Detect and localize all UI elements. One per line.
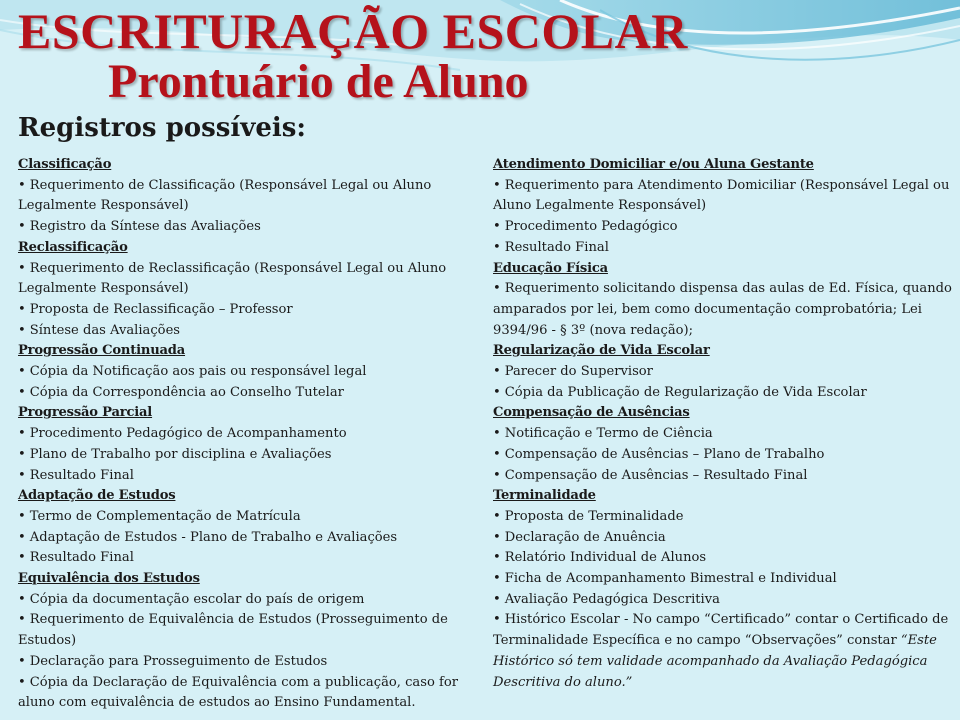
list-item: • Requerimento solicitando dispensa das aulas de Ed. Física, quando amparados por lei, bem como documentação comprobatória; Lei 9394/96 - § 3º (nova redação); [493, 281, 952, 338]
list-item: • Procedimento Pedagógico de Acompanhamento [18, 426, 347, 442]
list-item: • Cópia da documentação escolar do país de origem [18, 591, 365, 607]
bullet-icon: • [493, 508, 501, 524]
bullet-icon: • [493, 591, 501, 607]
section-title: Atendimento Domiciliar e/ou Aluna Gestante [493, 157, 814, 172]
left-column [18, 155, 488, 714]
bullet-icon: • [493, 467, 501, 483]
list-item: • Declaração para Prosseguimento de Estudos [18, 653, 328, 669]
section-title: Reclassificação [18, 239, 128, 255]
bullet-icon: • [18, 550, 26, 566]
list-item: • Termo de Complementação de Matrícula [18, 508, 301, 524]
bullet-icon: • [18, 529, 26, 545]
historico-italic-text: “Este Histórico só tem validade acompanhado da Avaliação Pedagógica Descritiva do aluno.” [493, 633, 937, 690]
bullet-icon: • [18, 612, 26, 628]
bullet-icon: • [18, 467, 26, 483]
list-item: • Ficha de Acompanhamento Bimestral e Individual [493, 571, 837, 587]
bullet-icon: • [493, 550, 501, 566]
section-title: Adaptação de Estudos [18, 488, 176, 504]
section-heading: Registros possíveis: [18, 113, 307, 143]
bullet-icon: • [18, 446, 26, 462]
list-item: • Requerimento de Equivalência de Estudos (Prosseguimento de Estudos) [18, 612, 448, 649]
list-item: • Proposta de Terminalidade [493, 508, 684, 524]
bullet-icon: • [493, 384, 501, 400]
bullet-icon: • [18, 301, 26, 317]
list-item: • Resultado Final [493, 239, 609, 255]
bullet-icon: • [18, 674, 26, 690]
section-title: Equivalência dos Estudos [18, 571, 200, 587]
section-title: Classificação [18, 157, 112, 172]
bullet-icon: • [18, 508, 26, 524]
list-item: • Requerimento de Classificação (Responsável Legal ou Aluno Legalmente Responsável) [18, 177, 432, 214]
bullet-icon: • [493, 177, 501, 193]
list-item: • Plano de Trabalho por disciplina e Avaliações [18, 446, 332, 462]
bullet-icon: • [18, 591, 26, 607]
list-item-historico [493, 610, 955, 693]
list-item: • Avaliação Pedagógica Descritiva [493, 591, 720, 607]
slide-title: ESCRITURAÇÃO ESCOLAR [18, 3, 688, 59]
bullet-icon: • [18, 219, 26, 235]
list-item: • Cópia da Publicação de Regularização de Vida Escolar [493, 384, 867, 400]
bullet-icon: • [493, 281, 501, 297]
list-item: • Parecer do Supervisor [493, 364, 653, 380]
list-item: • Cópia da Correspondência ao Conselho Tutelar [18, 384, 344, 400]
list-item: • Compensação de Ausências – Plano de Trabalho [493, 446, 825, 462]
bullet-icon: • [18, 653, 26, 669]
list-item: • Declaração de Anuência [493, 529, 666, 545]
list-item: • Cópia da Notificação aos pais ou responsável legal [18, 364, 367, 380]
right-column [493, 155, 955, 693]
bullet-icon: • [493, 239, 501, 255]
bullet-icon: • [493, 612, 501, 628]
section-title: Compensação de Ausências [493, 405, 690, 421]
list-item: • Compensação de Ausências – Resultado Final [493, 467, 808, 483]
section-title: Progressão Continuada [18, 343, 186, 359]
bullet-icon: • [18, 322, 26, 338]
slide-subtitle: Prontuário de Aluno [108, 55, 529, 108]
list-item: • Registro da Síntese das Avaliações [18, 219, 261, 235]
bullet-icon: • [18, 364, 26, 380]
bullet-icon: • [493, 446, 501, 462]
list-item: • Resultado Final [18, 550, 134, 566]
section-title: Regularização de Vida Escolar [493, 343, 710, 359]
bullet-icon: • [18, 426, 26, 442]
bullet-icon: • [18, 177, 26, 193]
bullet-icon: • [493, 571, 501, 587]
historico-text: Histórico Escolar - No campo “Certificado” contar o Certificado de Terminalidade Específica e no campo “Observações” constar [493, 612, 949, 649]
section-title: Terminalidade [493, 488, 596, 504]
section-title: Progressão Parcial [18, 405, 153, 421]
bullet-icon: • [18, 260, 26, 276]
list-item: • Síntese das Avaliações [18, 322, 181, 338]
bullet-icon: • [18, 384, 26, 400]
list-item: • Notificação e Termo de Ciência [493, 426, 713, 442]
section-title: Educação Física [493, 260, 608, 276]
list-item: • Adaptação de Estudos - Plano de Trabalho e Avaliações [18, 529, 398, 545]
bullet-icon: • [493, 426, 501, 442]
bullet-icon: • [493, 219, 501, 235]
list-item: • Procedimento Pedagógico [493, 219, 678, 235]
list-item: • Resultado Final [18, 467, 134, 483]
bullet-icon: • [493, 364, 501, 380]
bullet-icon: • [493, 529, 501, 545]
list-item: • Cópia da Declaração de Equivalência com a publicação, caso for aluno com equivalência de estudos ao Ensino Fundamental. [18, 674, 458, 711]
list-item: • Requerimento de Reclassificação (Responsável Legal ou Aluno Legalmente Responsável) [18, 260, 447, 297]
list-item: • Proposta de Reclassificação – Professor [18, 301, 293, 317]
list-item: • Relatório Individual de Alunos [493, 550, 707, 566]
list-item: • Requerimento para Atendimento Domiciliar (Responsável Legal ou Aluno Legalmente Responsável) [493, 177, 950, 214]
